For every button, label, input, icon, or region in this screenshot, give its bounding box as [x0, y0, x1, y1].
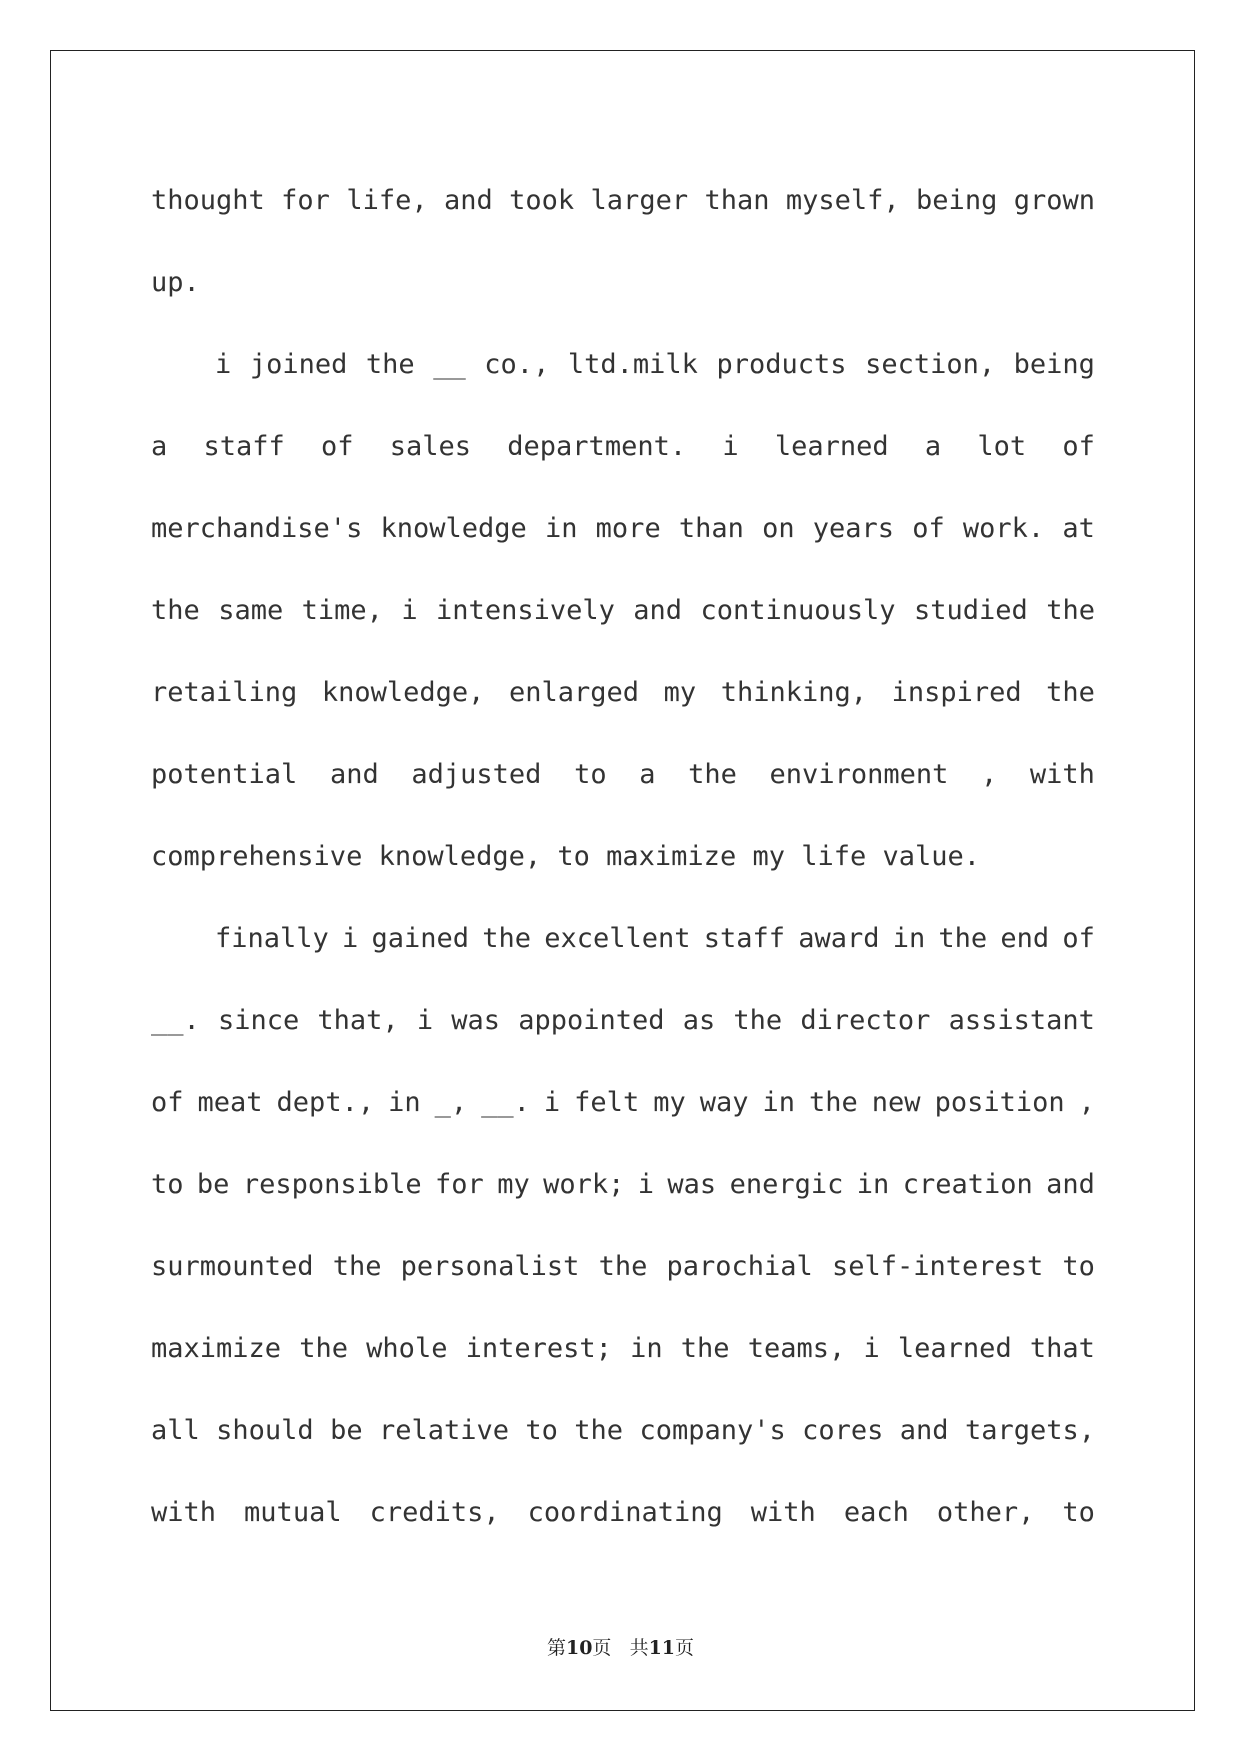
word: was	[451, 1005, 501, 1036]
word: since	[217, 1005, 300, 1036]
word: with	[151, 1497, 217, 1528]
page-prefix: 第	[546, 1637, 566, 1659]
word: the	[598, 1251, 648, 1282]
text-line	[151, 1062, 1095, 1144]
word: way	[699, 1087, 749, 1118]
word: knowledge	[380, 513, 527, 544]
word: director	[800, 1005, 931, 1036]
word: for	[435, 1169, 484, 1200]
word: appointed	[518, 1005, 665, 1036]
word: adjusted	[411, 759, 542, 790]
word: more	[595, 513, 661, 544]
word: the	[299, 1333, 348, 1364]
word: of	[321, 431, 354, 462]
word: co.,	[484, 349, 550, 380]
word: award	[798, 923, 880, 954]
word: work.	[962, 513, 1045, 544]
text-line	[151, 734, 1095, 816]
word: took	[509, 185, 575, 216]
word: the	[1046, 677, 1095, 708]
word: in	[892, 923, 926, 954]
word: was	[667, 1169, 717, 1200]
word: position	[934, 1087, 1065, 1118]
word: of	[1062, 431, 1095, 462]
word: felt	[574, 1087, 640, 1118]
text-line	[151, 1226, 1095, 1308]
word: than	[704, 185, 770, 216]
word: i	[543, 1087, 561, 1118]
word: time,	[301, 595, 383, 626]
word: on	[762, 513, 795, 544]
text-line	[151, 652, 1095, 734]
word: potential	[151, 759, 298, 790]
text-line	[151, 898, 1095, 980]
word: end	[1000, 923, 1050, 954]
word: i	[863, 1333, 880, 1364]
word: mutual	[244, 1497, 342, 1528]
word: retailing	[151, 677, 298, 708]
word: work;	[543, 1169, 625, 1200]
word: life,	[346, 185, 428, 216]
word: a	[151, 431, 168, 462]
word: a	[639, 759, 656, 790]
word: with	[750, 1497, 816, 1528]
word: ltd.milk	[567, 349, 698, 380]
word: being	[1013, 349, 1095, 380]
word: with	[1029, 759, 1095, 790]
word: to	[574, 759, 607, 790]
word: the	[151, 595, 200, 626]
word: _,	[434, 1087, 468, 1118]
word: my	[497, 1169, 530, 1200]
word: responsible	[242, 1169, 422, 1200]
text-line	[151, 1144, 1095, 1226]
word: should	[216, 1415, 314, 1446]
word: company's	[639, 1415, 786, 1446]
word: department.	[507, 431, 687, 462]
page-suffix: 页	[592, 1637, 612, 1659]
word: grown	[1013, 185, 1095, 216]
word: environment	[769, 759, 949, 790]
text-line	[151, 1472, 1095, 1554]
word: surmounted	[151, 1251, 314, 1282]
word: lot	[977, 431, 1027, 462]
word: learned	[774, 431, 889, 462]
word: joined	[249, 349, 348, 380]
text-line	[151, 406, 1095, 488]
word: in	[762, 1087, 796, 1118]
word: i	[342, 923, 359, 954]
word: be	[330, 1415, 363, 1446]
word: relative	[378, 1415, 510, 1446]
text-line	[151, 980, 1095, 1062]
word: creation	[902, 1169, 1033, 1200]
word: same	[218, 595, 284, 626]
word: ,	[1078, 1087, 1095, 1118]
word: thinking,	[720, 677, 867, 708]
page-footer	[0, 1633, 1241, 1660]
word: the	[1046, 595, 1095, 626]
word: self-interest	[831, 1251, 1044, 1282]
word: assistant	[948, 1005, 1095, 1036]
word: in	[544, 513, 578, 544]
word: thought	[151, 185, 265, 216]
word: and	[899, 1415, 949, 1446]
word: __	[433, 349, 466, 380]
word: a	[924, 431, 942, 462]
word: intensively	[436, 595, 615, 626]
word: teams,	[747, 1333, 846, 1364]
word: and	[443, 185, 493, 216]
word: and	[1046, 1169, 1095, 1200]
total-prefix: 共	[629, 1637, 649, 1659]
word: of	[1062, 923, 1095, 954]
word: energic	[729, 1169, 844, 1200]
word: years	[812, 513, 895, 544]
word: as	[682, 1005, 716, 1036]
word: larger	[590, 185, 689, 216]
word: my	[663, 677, 697, 708]
word: to	[151, 1169, 184, 1200]
word: __.	[151, 1005, 200, 1036]
word: finally	[215, 923, 329, 954]
word: gained	[371, 923, 470, 954]
word: staff	[703, 923, 785, 954]
word: myself,	[785, 185, 900, 216]
word: knowledge,	[321, 677, 485, 708]
word: continuously	[700, 595, 896, 626]
word: inspired	[891, 677, 1022, 708]
word: the	[938, 923, 988, 954]
word: meat	[197, 1087, 263, 1118]
word: learned	[897, 1333, 1012, 1364]
word: the	[482, 923, 531, 954]
word: cores	[802, 1415, 884, 1446]
word: the	[680, 1333, 730, 1364]
word: ,	[981, 759, 998, 790]
text-line	[151, 1390, 1095, 1472]
text-line	[151, 160, 1095, 242]
word: each	[843, 1497, 909, 1528]
word: i	[215, 349, 232, 380]
word: be	[196, 1169, 230, 1200]
word: coordinating	[527, 1497, 723, 1528]
word: __.	[481, 1087, 530, 1118]
word: in	[856, 1169, 890, 1200]
word: excellent	[544, 923, 691, 954]
text-line: comprehensive knowledge, to maximize my life value.	[151, 841, 981, 872]
word: to	[1062, 1497, 1095, 1528]
word: i	[637, 1169, 655, 1200]
word: products	[716, 349, 847, 380]
word: other,	[936, 1497, 1035, 1528]
word: all	[151, 1415, 200, 1446]
text-line: up.	[151, 267, 200, 298]
word: sales	[389, 431, 472, 462]
word: the	[733, 1005, 783, 1036]
word: in	[630, 1333, 663, 1364]
word: than	[678, 513, 744, 544]
word: my	[653, 1087, 686, 1118]
document-body	[151, 160, 1095, 1554]
page-total: 11	[648, 1637, 676, 1659]
word: to	[1062, 1251, 1095, 1282]
word: i	[416, 1005, 434, 1036]
word: the	[574, 1415, 624, 1446]
word: studied	[913, 595, 1028, 626]
word: whole	[366, 1333, 448, 1364]
word: personalist	[400, 1251, 580, 1282]
text-line	[151, 488, 1095, 570]
word: to	[525, 1415, 558, 1446]
total-suffix: 页	[675, 1637, 695, 1659]
word: merchandise's	[151, 513, 363, 544]
text-line	[151, 1308, 1095, 1390]
word: maximize	[151, 1333, 282, 1364]
word: i	[722, 431, 739, 462]
word: parochial	[666, 1251, 813, 1282]
word: enlarged	[509, 677, 640, 708]
word: section,	[865, 349, 996, 380]
word: i	[401, 595, 418, 626]
word: targets,	[964, 1415, 1095, 1446]
word: the	[809, 1087, 858, 1118]
word: of	[151, 1087, 184, 1118]
text-line	[151, 570, 1095, 652]
word: at	[1062, 513, 1095, 544]
word: the	[688, 759, 737, 790]
word: in	[388, 1087, 421, 1118]
word: being	[916, 185, 998, 216]
word: staff	[203, 431, 285, 462]
word: and	[633, 595, 683, 626]
word: interest;	[465, 1333, 612, 1364]
page-current: 10	[565, 1637, 593, 1659]
word: new	[871, 1087, 921, 1118]
word: the	[365, 349, 415, 380]
word: of	[912, 513, 945, 544]
word: credits,	[369, 1497, 500, 1528]
word: that,	[317, 1005, 399, 1036]
word: the	[332, 1251, 382, 1282]
word: for	[281, 185, 330, 216]
word: and	[329, 759, 379, 790]
word: dept.,	[276, 1087, 375, 1118]
word: that	[1029, 1333, 1095, 1364]
text-line	[151, 324, 1095, 406]
